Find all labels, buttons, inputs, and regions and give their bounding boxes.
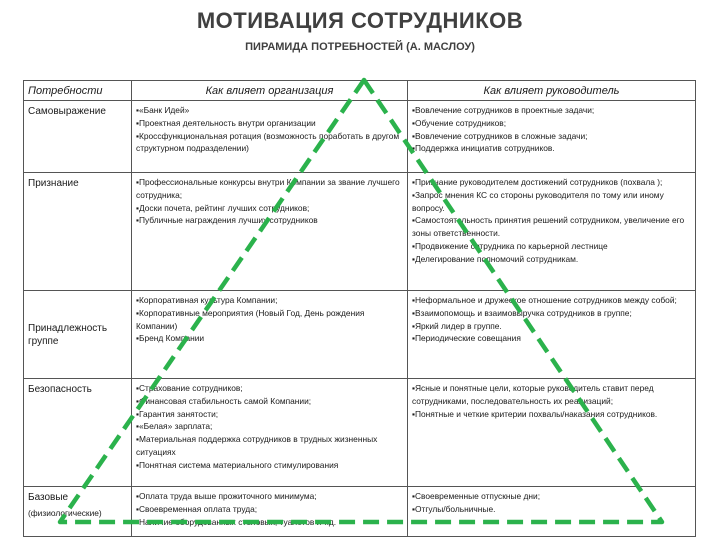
list-item: ▪Кроссфункциональная ротация (возможность поработать в другом структурном подразделении) — [136, 130, 400, 154]
list-item: ▪Делегирование полномочий сотрудникам. — [412, 253, 579, 264]
list-item: ▪Вовлечение сотрудников в сложные задачи; — [412, 130, 588, 141]
table-header-row — [24, 81, 696, 101]
list-item: ▪Неформальное и дружеское отношение сотрудников между собой; — [412, 295, 677, 305]
manager-cell — [408, 379, 696, 487]
header-manager: Как влияет руководитель — [408, 81, 696, 101]
manager-cell — [408, 173, 696, 291]
list-item: ▪Вовлечение сотрудников в проектные задачи; — [412, 105, 595, 115]
page-subtitle: ПИРАМИДА ПОТРЕБНОСТЕЙ (А. МАСЛОУ) — [245, 41, 475, 53]
list-item: ▪Корпоративные мероприятия (Новый Год, День рождения Компании) — [136, 307, 365, 331]
motivation-table — [23, 80, 696, 537]
table-row — [24, 101, 696, 173]
organization-cell — [132, 101, 408, 173]
header-organization: Как влияет организация — [132, 81, 408, 101]
list-item: ▪Понятные и четкие критерии похвалы/наказания сотрудников. — [412, 408, 658, 419]
list-item: ▪Отгулы/больничные. — [412, 503, 496, 514]
list-item: ▪«Банк Идей» — [136, 105, 190, 115]
list-item: ▪Страхование сотрудников; — [136, 383, 243, 393]
manager-cell — [408, 291, 696, 379]
list-item: ▪Материальная поддержка сотрудников в трудных жизненных ситуациях — [136, 434, 378, 457]
list-item: ▪Гарантия занятости; — [136, 408, 219, 419]
table-row — [24, 379, 696, 487]
list-item: ▪Взаимопомощь и взаимовыручка сотрудников в группе; — [412, 307, 632, 318]
list-item: ▪Наличие оборудованных столовых, туалетов и т.д. — [136, 516, 337, 527]
list-item: ▪Продвижение сотрудника по карьерной лестнице — [412, 240, 608, 251]
list-item: ▪Своевременные отпускные дни; — [412, 491, 541, 501]
need-label: Базовые — [28, 492, 69, 503]
need-cell: Самовыражение — [24, 101, 132, 173]
list-item: ▪Оплата труда выше прожиточного минимума; — [136, 491, 317, 501]
list-item: ▪Самостоятельность принятия решений сотрудником, увеличение его зоны ответственности. — [412, 215, 685, 239]
list-item: ▪Периодические совещания — [412, 333, 521, 344]
page-title: МОТИВАЦИЯ СОТРУДНИКОВ — [196, 8, 524, 33]
list-item: ▪Яркий лидер в группе. — [412, 320, 502, 331]
list-item: ▪Своевременная оплата труда; — [136, 503, 258, 514]
need-cell — [24, 487, 132, 537]
need-cell: Безопасность — [24, 379, 132, 487]
organization-cell — [132, 487, 408, 537]
list-item: ▪Ясные и понятные цели, которые руководитель ставит перед сотрудниками, последовательность их реализаций; — [412, 383, 654, 406]
list-item: ▪Обучение сотрудников; — [412, 117, 507, 128]
need-note: (физиологические) — [28, 508, 102, 518]
list-item: ▪Бренд Компании — [136, 333, 205, 344]
list-item: ▪«Белая» зарплата; — [136, 421, 213, 432]
need-cell: Признание — [24, 173, 132, 291]
table-row — [24, 173, 696, 291]
organization-cell — [132, 173, 408, 291]
manager-cell — [408, 101, 696, 173]
list-item: ▪Профессиональные конкурсы внутри Компании за звание лучшего сотрудника; — [136, 177, 400, 200]
organization-cell — [132, 291, 408, 379]
organization-cell — [132, 379, 408, 487]
list-item: ▪Понятная система материального стимулирования — [136, 459, 339, 470]
need-cell: Принадлежность группе — [24, 291, 132, 379]
list-item: ▪Корпоративная культура Компании; — [136, 295, 278, 305]
table-row — [24, 487, 696, 537]
list-item: ▪Публичные награждения лучших сотрудников — [136, 215, 318, 226]
list-item: ▪Проектная деятельность внутри организации — [136, 117, 316, 128]
list-item: ▪Доски почета, рейтинг лучших сотрудников; — [136, 202, 310, 213]
list-item: ▪Признание руководителем достижений сотрудников (похвала ); — [412, 177, 663, 187]
manager-cell — [408, 487, 696, 537]
list-item: ▪Запрос мнения КС со стороны руководителя по тому или иному вопросу. — [412, 189, 664, 213]
list-item: ▪Поддержка инициатив сотрудников. — [412, 143, 555, 154]
header-needs: Потребности — [24, 81, 132, 101]
table-row — [24, 291, 696, 379]
list-item: ▪Финансовая стабильность самой Компании; — [136, 395, 312, 406]
